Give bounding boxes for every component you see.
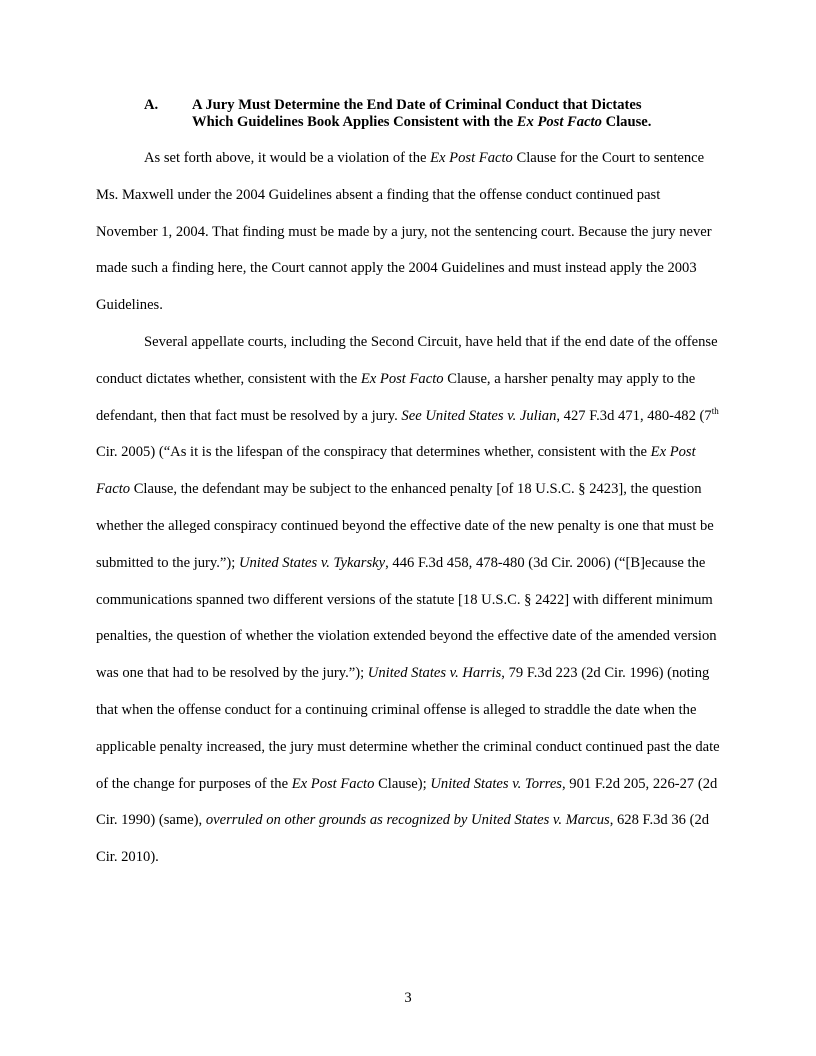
citation-julian: See United States v. Julian (401, 407, 557, 424)
paragraph-1-text-2: Clause for the Court to sentence Ms. Maxwell under the 2004 Guidelines absent a finding that the offense conduct continued past November 1, 2004. That finding must be made by a jury, not the sentencing court. Because the jury never made such a finding here, the Court cannot apply the 2004 Guidelines and must instead apply the 2003 Guidelines. (96, 150, 712, 314)
paragraph-2-italic-1: Ex Post Facto (360, 370, 444, 387)
page-number: 3 (404, 990, 412, 1006)
paragraph-2-text-9: , 901 F.2d 205, 226-27 (2d Cir. 1990) (same), (96, 775, 718, 829)
paragraph-2-text-2: Clause, a harsher penalty may apply to the defendant, then that fact must be resolved by a jury. (96, 370, 696, 424)
paragraph-2-text-3: , 427 F.3d 471, 480-482 (7 (556, 407, 712, 424)
paragraph-2-text-7: , 79 F.3d 223 (2d Cir. 1996) (noting that when the offense conduct for a continuing criminal offense is alleged to straddle the date when the applicable penalty increased, the jury must determine whether the criminal conduct continued past the date of the change for purposes of the (96, 665, 720, 792)
document-page (96, 96, 720, 876)
section-title (192, 97, 720, 131)
paragraph-2-text-8: Clause); (374, 775, 431, 792)
paragraph-1 (96, 140, 720, 324)
paragraph-2-text-10: , 628 F.3d 36 (2d Cir. 2010). (96, 812, 710, 866)
paragraph-1-italic-1: Ex Post Facto (430, 150, 513, 166)
ordinal-superscript: th (711, 405, 719, 416)
citation-marcus: overruled on other grounds as recognized by United States v. Marcus (205, 812, 610, 829)
paragraph-2-text-5: Clause, the defendant may be subject to the enhanced penalty [of 18 U.S.C. § 2423], the question whether the alleged conspiracy continued beyond the effective date of the new penalty is one that must be submitted to the jury.”); (96, 481, 714, 571)
citation-harris: United States v. Harris (367, 665, 502, 682)
section-title-italic: Ex Post Facto (516, 114, 602, 130)
paragraph-1-text-1: As set forth above, it would be a violation of the (144, 150, 431, 166)
citation-tykarsky: United States v. Tykarsky (238, 554, 386, 571)
section-title-line1: A Jury Must Determine the End Date of Criminal Conduct that Dictates (192, 97, 642, 113)
section-title-line2-suffix: Clause. (601, 114, 652, 130)
section-title-line2-prefix: Which Guidelines Book Applies Consistent with the (192, 114, 517, 130)
paragraph-2-text-4: Cir. 2005) (“As it is the lifespan of the conspiracy that determines whether, consistent with the (96, 444, 651, 461)
citation-torres: United States v. Torres (430, 775, 562, 792)
section-number: A. (144, 97, 159, 113)
paragraph-2-italic-3: Ex Post Facto (291, 775, 375, 792)
paragraph-2-text-1: Several appellate courts, including the Second Circuit, have held that if the end date of the offense conduct dictates whether, consistent with the (96, 333, 718, 387)
paragraph-2-italic-2: Ex Post Facto (96, 444, 696, 498)
paragraph-2 (96, 324, 720, 876)
section-heading (96, 97, 720, 131)
paragraph-2-text-6: , 446 F.3d 458, 478-480 (3d Cir. 2006) (“[B]ecause the communications spanned two different versions of the statute [18 U.S.C. § 2422] with different minimum penalties, the question of whether the violation extended beyond the effective date of the amended version was one that had to be resolved by the jury.”); (96, 554, 717, 682)
